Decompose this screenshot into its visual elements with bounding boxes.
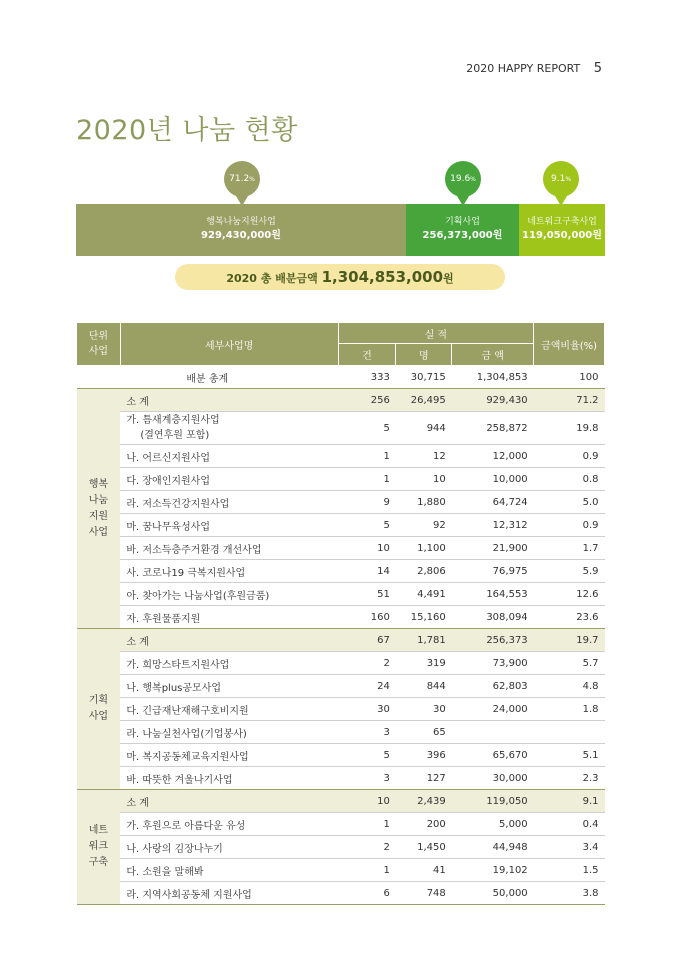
cell-amount: 24,000 (452, 698, 534, 721)
total-label: 2020 총 배분금액 (226, 272, 322, 285)
subtotal-row (77, 790, 605, 813)
cell-ratio: 2.3 (534, 767, 605, 790)
project-name: 다. 긴급재난재해구호비지원 (120, 698, 338, 721)
cell-count: 9 (338, 491, 396, 514)
cell-ratio: 3.4 (534, 836, 605, 859)
table-row (77, 836, 605, 859)
col-header-count: 건 (338, 344, 396, 366)
dist-bar-label: 기획사업 (445, 217, 480, 227)
cell-ratio: 12.6 (534, 583, 605, 606)
cell-count: 51 (338, 583, 396, 606)
cell-people: 26,495 (396, 389, 452, 412)
table-row (77, 675, 605, 698)
cell-count: 1 (338, 445, 396, 468)
cell-people: 92 (396, 514, 452, 537)
table-row (77, 491, 605, 514)
cell-ratio: 0.4 (534, 813, 605, 836)
table-row (77, 583, 605, 606)
cell-amount: 19,102 (452, 859, 534, 882)
pct-bubble-planning: 19.6% (445, 161, 481, 197)
project-name: 소 계 (120, 790, 338, 813)
table-row (77, 744, 605, 767)
cell-amount: 10,000 (452, 468, 534, 491)
dist-bar-amount: 256,373,000 (422, 230, 493, 241)
project-name: 라. 나눔실천사업(기업봉사) (120, 721, 338, 744)
table-row (77, 468, 605, 491)
cell-amount (452, 721, 534, 744)
table-row (77, 412, 605, 445)
cell-ratio: 0.8 (534, 468, 605, 491)
cell-people: 200 (396, 813, 452, 836)
cell-people: 1,100 (396, 537, 452, 560)
cell-people: 944 (396, 412, 452, 445)
col-header-people: 명 (396, 344, 452, 366)
cell-people: 4,491 (396, 583, 452, 606)
cell-count: 10 (338, 790, 396, 813)
cell-people: 748 (396, 882, 452, 905)
project-name: 라. 저소득건강지원사업 (120, 491, 338, 514)
cell-amount: 73,900 (452, 652, 534, 675)
unit-cell: 네트 워크 구축 (77, 790, 121, 905)
cell-people: 2,439 (396, 790, 452, 813)
cell-count: 5 (338, 744, 396, 767)
dist-bar-planning: 기획사업 256,373,000원 (406, 204, 519, 256)
subtotal-row (77, 389, 605, 412)
table-row (77, 721, 605, 744)
cell-amount: 12,312 (452, 514, 534, 537)
cell-people: 10 (396, 468, 452, 491)
page-title: 2020년 나눔 현황 (76, 115, 298, 146)
col-header-performance: 실 적 (338, 323, 534, 344)
cell-ratio: 19.7 (534, 629, 605, 652)
cell-ratio: 4.8 (534, 675, 605, 698)
cell-amount: 12,000 (452, 445, 534, 468)
project-name: 바. 저소득층주거환경 개선사업 (120, 537, 338, 560)
cell-ratio: 0.9 (534, 445, 605, 468)
pct-bubble-network: 9.1% (543, 161, 579, 197)
cell-ratio: 71.2 (534, 389, 605, 412)
project-name: 가. 희망스타트지원사업 (120, 652, 338, 675)
cell-people: 41 (396, 859, 452, 882)
project-name: 다. 장애인지원사업 (120, 468, 338, 491)
cell-people: 2,806 (396, 560, 452, 583)
cell-people: 319 (396, 652, 452, 675)
pct-bubble-happy: 71.2% (224, 161, 260, 197)
cell-people: 15,160 (396, 606, 452, 629)
cell-ratio: 3.8 (534, 882, 605, 905)
project-name: 다. 소원을 말해봐 (120, 859, 338, 882)
dist-bar-network: 네트워크구축사업 119,050,000원 (519, 204, 605, 256)
table-row (77, 859, 605, 882)
col-header-name: 세부사업명 (120, 323, 338, 366)
cell-people: 127 (396, 767, 452, 790)
dist-bar-amount: 119,050,000 (522, 230, 593, 241)
cell-amount: 62,803 (452, 675, 534, 698)
table-row (77, 698, 605, 721)
cell-count: 3 (338, 767, 396, 790)
cell-count: 1 (338, 468, 396, 491)
cell-count: 1 (338, 813, 396, 836)
project-name: 가. 틈새계층지원사업 (결연후원 포함) (120, 412, 338, 445)
cell-count: 67 (338, 629, 396, 652)
cell-ratio: 0.9 (534, 514, 605, 537)
project-name: 사. 코로나19 극복지원사업 (120, 560, 338, 583)
project-name: 소 계 (120, 629, 338, 652)
table-row (77, 652, 605, 675)
page-number: 5 (593, 61, 602, 76)
table-row (77, 606, 605, 629)
cell-people: 1,880 (396, 491, 452, 514)
dist-bar-label: 행복나눔지원사업 (206, 217, 276, 227)
cell-amount: 164,553 (452, 583, 534, 606)
grand-total-label: 배분 총계 (77, 366, 339, 389)
dist-bar-amount: 929,430,000 (201, 230, 272, 241)
cell-amount: 21,900 (452, 537, 534, 560)
col-header-ratio: 금액비율(%) (534, 323, 605, 366)
unit-cell: 행복 나눔 지원 사업 (77, 389, 121, 629)
cell-count: 30 (338, 698, 396, 721)
project-name: 바. 따뜻한 겨울나기사업 (120, 767, 338, 790)
cell-amount: 5,000 (452, 813, 534, 836)
grand-total-row: 배분 총계 333 30,715 1,304,853 100 (77, 366, 605, 389)
cell-people: 1,781 (396, 629, 452, 652)
dist-bar-happy: 행복나눔지원사업 929,430,000원 (76, 204, 406, 256)
cell-people: 396 (396, 744, 452, 767)
cell-amount: 65,670 (452, 744, 534, 767)
table-row (77, 560, 605, 583)
cell-amount: 76,975 (452, 560, 534, 583)
cell-count: 14 (338, 560, 396, 583)
cell-count: 6 (338, 882, 396, 905)
cell-count: 1 (338, 859, 396, 882)
project-name: 나. 어르신지원사업 (120, 445, 338, 468)
cell-amount: 44,948 (452, 836, 534, 859)
cell-ratio: 1.8 (534, 698, 605, 721)
table-row (77, 813, 605, 836)
cell-amount: 929,430 (452, 389, 534, 412)
subtotal-row (77, 629, 605, 652)
cell-count: 10 (338, 537, 396, 560)
cell-people: 30 (396, 698, 452, 721)
cell-ratio: 1.5 (534, 859, 605, 882)
col-header-amount: 금 액 (452, 344, 534, 366)
cell-people: 65 (396, 721, 452, 744)
cell-ratio: 5.1 (534, 744, 605, 767)
project-name: 나. 행복plus공모사업 (120, 675, 338, 698)
cell-count: 5 (338, 412, 396, 445)
cell-people: 12 (396, 445, 452, 468)
cell-amount: 64,724 (452, 491, 534, 514)
distribution-table (76, 322, 605, 905)
cell-ratio: 19.8 (534, 412, 605, 445)
cell-ratio: 5.9 (534, 560, 605, 583)
table-row (77, 882, 605, 905)
cell-ratio: 23.6 (534, 606, 605, 629)
project-name: 소 계 (120, 389, 338, 412)
page-header (466, 61, 602, 76)
cell-ratio (534, 721, 605, 744)
cell-count: 5 (338, 514, 396, 537)
cell-ratio: 5.7 (534, 652, 605, 675)
project-name: 마. 복지공동체교육지원사업 (120, 744, 338, 767)
project-name: 마. 꿈나무육성사업 (120, 514, 338, 537)
project-name: 자. 후원물품지원 (120, 606, 338, 629)
cell-count: 256 (338, 389, 396, 412)
cell-ratio: 1.7 (534, 537, 605, 560)
cell-amount: 308,094 (452, 606, 534, 629)
unit-cell: 기획 사업 (77, 629, 121, 790)
table-row (77, 445, 605, 468)
project-name: 라. 지역사회공동체 지원사업 (120, 882, 338, 905)
cell-amount: 258,872 (452, 412, 534, 445)
cell-count: 24 (338, 675, 396, 698)
cell-ratio: 5.0 (534, 491, 605, 514)
table-row (77, 537, 605, 560)
cell-count: 3 (338, 721, 396, 744)
col-header-unit: 단위 사업 (77, 323, 121, 366)
table-row (77, 767, 605, 790)
cell-amount: 30,000 (452, 767, 534, 790)
total-distribution-banner: 2020 총 배분금액 1,304,853,000원 (175, 264, 505, 290)
total-amount: 1,304,853,000 (321, 268, 444, 286)
cell-people: 844 (396, 675, 452, 698)
project-name: 나. 사랑의 김장나누기 (120, 836, 338, 859)
cell-amount: 50,000 (452, 882, 534, 905)
cell-count: 160 (338, 606, 396, 629)
project-name: 가. 후원으로 아름다운 유성 (120, 813, 338, 836)
dist-bar-label: 네트워크구축사업 (527, 217, 597, 227)
cell-amount: 256,373 (452, 629, 534, 652)
cell-amount: 119,050 (452, 790, 534, 813)
cell-count: 2 (338, 652, 396, 675)
cell-count: 2 (338, 836, 396, 859)
table-row (77, 514, 605, 537)
report-name: 2020 HAPPY REPORT (466, 62, 581, 75)
cell-ratio: 9.1 (534, 790, 605, 813)
cell-people: 1,450 (396, 836, 452, 859)
project-name: 아. 찾아가는 나눔사업(후원금품) (120, 583, 338, 606)
